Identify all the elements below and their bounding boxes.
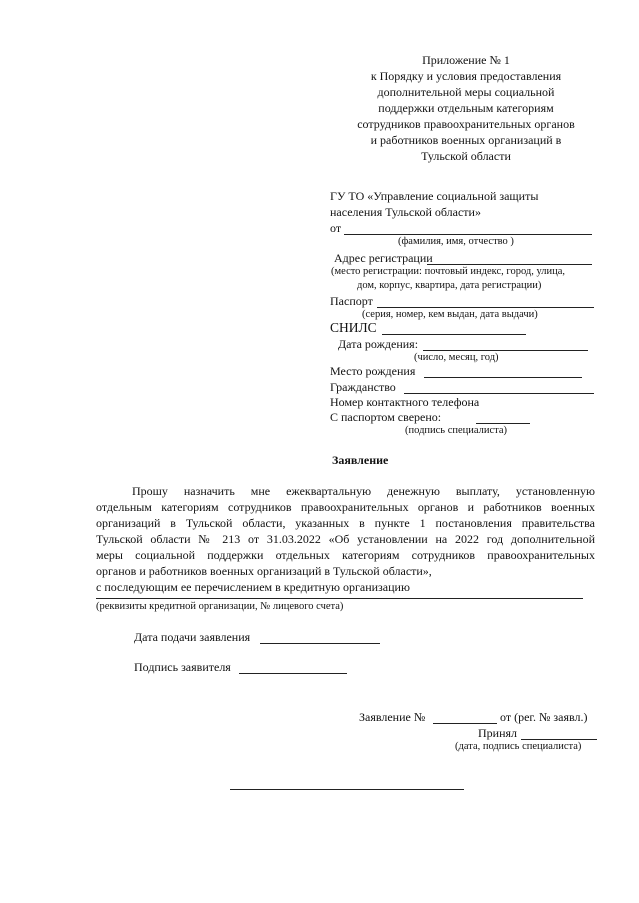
from-hint: (фамилия, имя, отчество ) (398, 236, 514, 247)
appendix-line-5: сотрудников правоохранительных органов (357, 117, 575, 131)
passport-check-label: С паспортом сверено: (330, 410, 442, 424)
submission-date-label: Дата подачи заявления (134, 630, 251, 644)
body-line-5: меры социальной поддержки отдельных категориям сотрудников правоохранительных (96, 548, 595, 562)
body-line-4: Тульской области № 213 от 31.03.2022 «Об установлении на 2022 год дополнительной (96, 532, 595, 546)
birthdate-label: Дата рождения: (338, 337, 419, 351)
bottom-signature-line (230, 789, 464, 790)
applicant-signature-field-line[interactable] (239, 673, 347, 674)
citizenship-field-line[interactable] (404, 393, 594, 394)
body-line-6: органов и работников военных организаций в Тульской области», (96, 564, 432, 578)
from-label: от (330, 221, 342, 235)
appendix-line-7: Тульской области (421, 149, 511, 163)
passport-hint: (серия, номер, кем выдан, дата выдачи) (362, 309, 538, 320)
from-field-line[interactable] (344, 234, 592, 235)
registration-field-line[interactable] (427, 264, 592, 265)
birthplace-field-line[interactable] (424, 377, 582, 378)
citizenship-label: Гражданство (330, 380, 396, 394)
body-line-1: Прошу назначить мне ежеквартальную денежную выплату, установленную (132, 484, 595, 498)
application-number-field-line[interactable] (433, 723, 497, 724)
appendix-line-2: к Порядку и условия предоставления (370, 69, 562, 83)
accepted-field-line[interactable] (521, 739, 597, 740)
registration-hint-1: (место регистрации: почтовый индекс, город, улица, (331, 266, 566, 277)
bank-details-hint: (реквизиты кредитной организации, № лицевого счета) (96, 601, 344, 612)
application-number-label: Заявление № (359, 710, 426, 724)
accepted-hint: (дата, подпись специалиста) (455, 741, 582, 752)
recipient-line-1: ГУ ТО «Управление социальной защиты (330, 189, 539, 203)
birthplace-label: Место рождения (330, 364, 416, 378)
passport-check-hint: (подпись специалиста) (405, 425, 508, 436)
submission-date-field-line[interactable] (260, 643, 380, 644)
body-line-3: организаций в Тульской области, указанных в пункте 1 постановления правительства (96, 516, 595, 530)
registration-hint-2: дом, корпус, квартира, дата регистрации) (357, 280, 542, 291)
statement-title: Заявление (332, 453, 389, 467)
appendix-line-6: и работников военных организаций в (370, 133, 562, 147)
appendix-line-3: дополнительной меры социальной (377, 85, 555, 99)
registration-label: Адрес регистрации (334, 251, 433, 265)
phone-label: Номер контактного телефона (330, 395, 480, 409)
appendix-line-4: поддержки отдельным категориям (378, 101, 554, 115)
recipient-line-2: населения Тульской области» (330, 205, 481, 219)
body-line-7: с последующим ее перечислением в кредитную организацию (96, 580, 410, 594)
birthdate-field-line[interactable] (423, 350, 588, 351)
applicant-signature-label: Подпись заявителя (134, 660, 231, 674)
passport-label: Паспорт (330, 294, 373, 308)
body-line-2: отдельным категориям сотрудников правоохранительных органов и работников военных (96, 500, 595, 514)
passport-check-field-line[interactable] (476, 423, 530, 424)
passport-field-line[interactable] (377, 307, 594, 308)
registration-number-label: от (рег. № заявл.) (500, 710, 588, 724)
birthdate-hint: (число, месяц, год) (414, 352, 499, 363)
accepted-label: Принял (478, 726, 518, 740)
snils-label: СНИЛС (330, 320, 377, 335)
snils-field-line[interactable] (382, 334, 526, 335)
appendix-line-1: Приложение № 1 (422, 53, 510, 67)
bank-details-field-line[interactable] (96, 598, 583, 599)
